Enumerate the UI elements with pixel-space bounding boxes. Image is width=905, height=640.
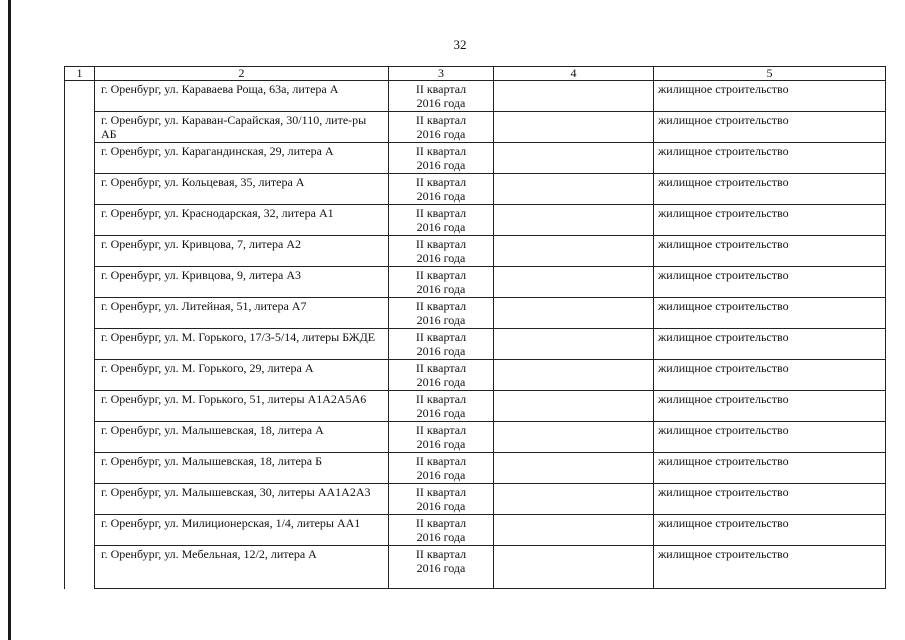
period-year: 2016 года xyxy=(416,437,466,451)
period-cell xyxy=(389,453,494,484)
column-4-cell xyxy=(494,453,654,484)
period-quarter: II квартал xyxy=(415,485,467,499)
period-quarter: II квартал xyxy=(415,206,467,220)
row-number-cell xyxy=(65,484,95,515)
usage-cell: жилищное строительство xyxy=(654,112,886,143)
row-number-cell xyxy=(65,546,95,589)
period-quarter: II квартал xyxy=(415,330,467,344)
usage-cell: жилищное строительство xyxy=(654,329,886,360)
period-quarter: II квартал xyxy=(415,113,467,127)
table-header-row xyxy=(65,67,886,81)
column-header-2: 2 xyxy=(95,67,389,81)
address-cell: г. Оренбург, ул. Караваева Роща, 63а, литера А xyxy=(95,81,389,112)
period-cell xyxy=(389,236,494,267)
usage-cell: жилищное строительство xyxy=(654,174,886,205)
address-cell: г. Оренбург, ул. Кольцевая, 35, литера А xyxy=(95,174,389,205)
column-4-cell xyxy=(494,174,654,205)
row-number-cell xyxy=(65,515,95,546)
table-row xyxy=(65,515,886,546)
row-number-cell xyxy=(65,267,95,298)
column-header-4: 4 xyxy=(494,67,654,81)
period-quarter: II квартал xyxy=(415,423,467,437)
address-cell: г. Оренбург, ул. Милиционерская, 1/4, литеры АА1 xyxy=(95,515,389,546)
column-4-cell xyxy=(494,515,654,546)
period-year: 2016 года xyxy=(416,468,466,482)
column-4-cell xyxy=(494,112,654,143)
table-row xyxy=(65,267,886,298)
usage-cell: жилищное строительство xyxy=(654,298,886,329)
usage-cell: жилищное строительство xyxy=(654,484,886,515)
period-quarter: II квартал xyxy=(415,144,467,158)
column-4-cell xyxy=(494,298,654,329)
period-year: 2016 года xyxy=(416,158,466,172)
period-year: 2016 года xyxy=(416,189,466,203)
column-4-cell xyxy=(494,81,654,112)
land-plots-table xyxy=(64,66,886,589)
usage-cell: жилищное строительство xyxy=(654,267,886,298)
row-number-cell xyxy=(65,453,95,484)
period-quarter: II квартал xyxy=(415,175,467,189)
period-quarter: II квартал xyxy=(415,299,467,313)
page-number: 32 xyxy=(453,37,467,52)
row-number-cell xyxy=(65,298,95,329)
column-header-5: 5 xyxy=(654,67,886,81)
period-year: 2016 года xyxy=(416,127,466,141)
period-quarter: II квартал xyxy=(415,237,467,251)
period-year: 2016 года xyxy=(416,282,466,296)
address-cell: г. Оренбург, ул. Кривцова, 7, литера А2 xyxy=(95,236,389,267)
usage-cell: жилищное строительство xyxy=(654,205,886,236)
period-cell xyxy=(389,81,494,112)
address-cell: г. Оренбург, ул. Карагандинская, 29, литера А xyxy=(95,143,389,174)
period-year: 2016 года xyxy=(416,561,466,575)
period-quarter: II квартал xyxy=(415,392,467,406)
column-header-1: 1 xyxy=(65,67,95,81)
table-row xyxy=(65,391,886,422)
period-quarter: II квартал xyxy=(415,454,467,468)
table-row xyxy=(65,112,886,143)
address-cell: г. Оренбург, ул. М. Горького, 29, литера А xyxy=(95,360,389,391)
address-cell: г. Оренбург, ул. М. Горького, 51, литеры А1А2А5А6 xyxy=(95,391,389,422)
row-number-cell xyxy=(65,81,95,112)
column-4-cell xyxy=(494,143,654,174)
address-cell: г. Оренбург, ул. Краснодарская, 32, литера А1 xyxy=(95,205,389,236)
period-cell xyxy=(389,205,494,236)
address-cell: г. Оренбург, ул. Мебельная, 12/2, литера А xyxy=(95,546,389,589)
period-quarter: II квартал xyxy=(415,82,467,96)
period-cell xyxy=(389,174,494,205)
period-cell xyxy=(389,298,494,329)
row-number-cell xyxy=(65,329,95,360)
table-row xyxy=(65,81,886,112)
row-number-cell xyxy=(65,174,95,205)
table-row xyxy=(65,205,886,236)
period-cell xyxy=(389,546,494,589)
period-cell xyxy=(389,267,494,298)
table-row xyxy=(65,174,886,205)
address-cell: г. Оренбург, ул. Караван-Сарайская, 30/110, лите-ры АБ xyxy=(95,112,389,143)
address-cell: г. Оренбург, ул. Малышевская, 30, литеры АА1А2А3 xyxy=(95,484,389,515)
period-cell xyxy=(389,484,494,515)
usage-cell: жилищное строительство xyxy=(654,81,886,112)
column-4-cell xyxy=(494,422,654,453)
row-number-cell xyxy=(65,112,95,143)
column-4-cell xyxy=(494,391,654,422)
column-4-cell xyxy=(494,329,654,360)
period-cell xyxy=(389,329,494,360)
period-year: 2016 года xyxy=(416,375,466,389)
usage-cell: жилищное строительство xyxy=(654,422,886,453)
period-year: 2016 года xyxy=(416,344,466,358)
column-4-cell xyxy=(494,546,654,589)
period-year: 2016 года xyxy=(416,96,466,110)
address-cell: г. Оренбург, ул. Малышевская, 18, литера Б xyxy=(95,453,389,484)
table-row xyxy=(65,422,886,453)
period-cell xyxy=(389,360,494,391)
row-number-cell xyxy=(65,236,95,267)
period-quarter: II квартал xyxy=(415,547,467,561)
column-4-cell xyxy=(494,267,654,298)
usage-cell: жилищное строительство xyxy=(654,360,886,391)
period-year: 2016 года xyxy=(416,499,466,513)
left-margin-bar xyxy=(8,0,11,640)
usage-cell: жилищное строительство xyxy=(654,391,886,422)
table-row xyxy=(65,143,886,174)
period-year: 2016 года xyxy=(416,406,466,420)
usage-cell: жилищное строительство xyxy=(654,236,886,267)
column-4-cell xyxy=(494,484,654,515)
table-row xyxy=(65,453,886,484)
period-quarter: II квартал xyxy=(415,268,467,282)
table-row xyxy=(65,236,886,267)
column-header-3: 3 xyxy=(389,67,494,81)
row-number-cell xyxy=(65,143,95,174)
table-row xyxy=(65,298,886,329)
table-row xyxy=(65,546,886,589)
period-cell xyxy=(389,422,494,453)
row-number-cell xyxy=(65,422,95,453)
row-number-cell xyxy=(65,391,95,422)
address-cell: г. Оренбург, ул. М. Горького, 17/3-5/14, литеры БЖДЕ xyxy=(95,329,389,360)
period-quarter: II квартал xyxy=(415,516,467,530)
usage-cell: жилищное строительство xyxy=(654,515,886,546)
address-cell: г. Оренбург, ул. Кривцова, 9, литера А3 xyxy=(95,267,389,298)
usage-cell: жилищное строительство xyxy=(654,546,886,589)
column-4-cell xyxy=(494,236,654,267)
row-number-cell xyxy=(65,360,95,391)
address-cell: г. Оренбург, ул. Литейная, 51, литера А7 xyxy=(95,298,389,329)
period-cell xyxy=(389,112,494,143)
period-cell xyxy=(389,515,494,546)
column-4-cell xyxy=(494,205,654,236)
table-row xyxy=(65,329,886,360)
period-year: 2016 года xyxy=(416,251,466,265)
period-cell xyxy=(389,391,494,422)
usage-cell: жилищное строительство xyxy=(654,453,886,484)
period-year: 2016 года xyxy=(416,530,466,544)
table-row xyxy=(65,360,886,391)
period-quarter: II квартал xyxy=(415,361,467,375)
period-year: 2016 года xyxy=(416,220,466,234)
address-cell: г. Оренбург, ул. Малышевская, 18, литера А xyxy=(95,422,389,453)
period-year: 2016 года xyxy=(416,313,466,327)
column-4-cell xyxy=(494,360,654,391)
table-row xyxy=(65,484,886,515)
period-cell xyxy=(389,143,494,174)
usage-cell: жилищное строительство xyxy=(654,143,886,174)
row-number-cell xyxy=(65,205,95,236)
